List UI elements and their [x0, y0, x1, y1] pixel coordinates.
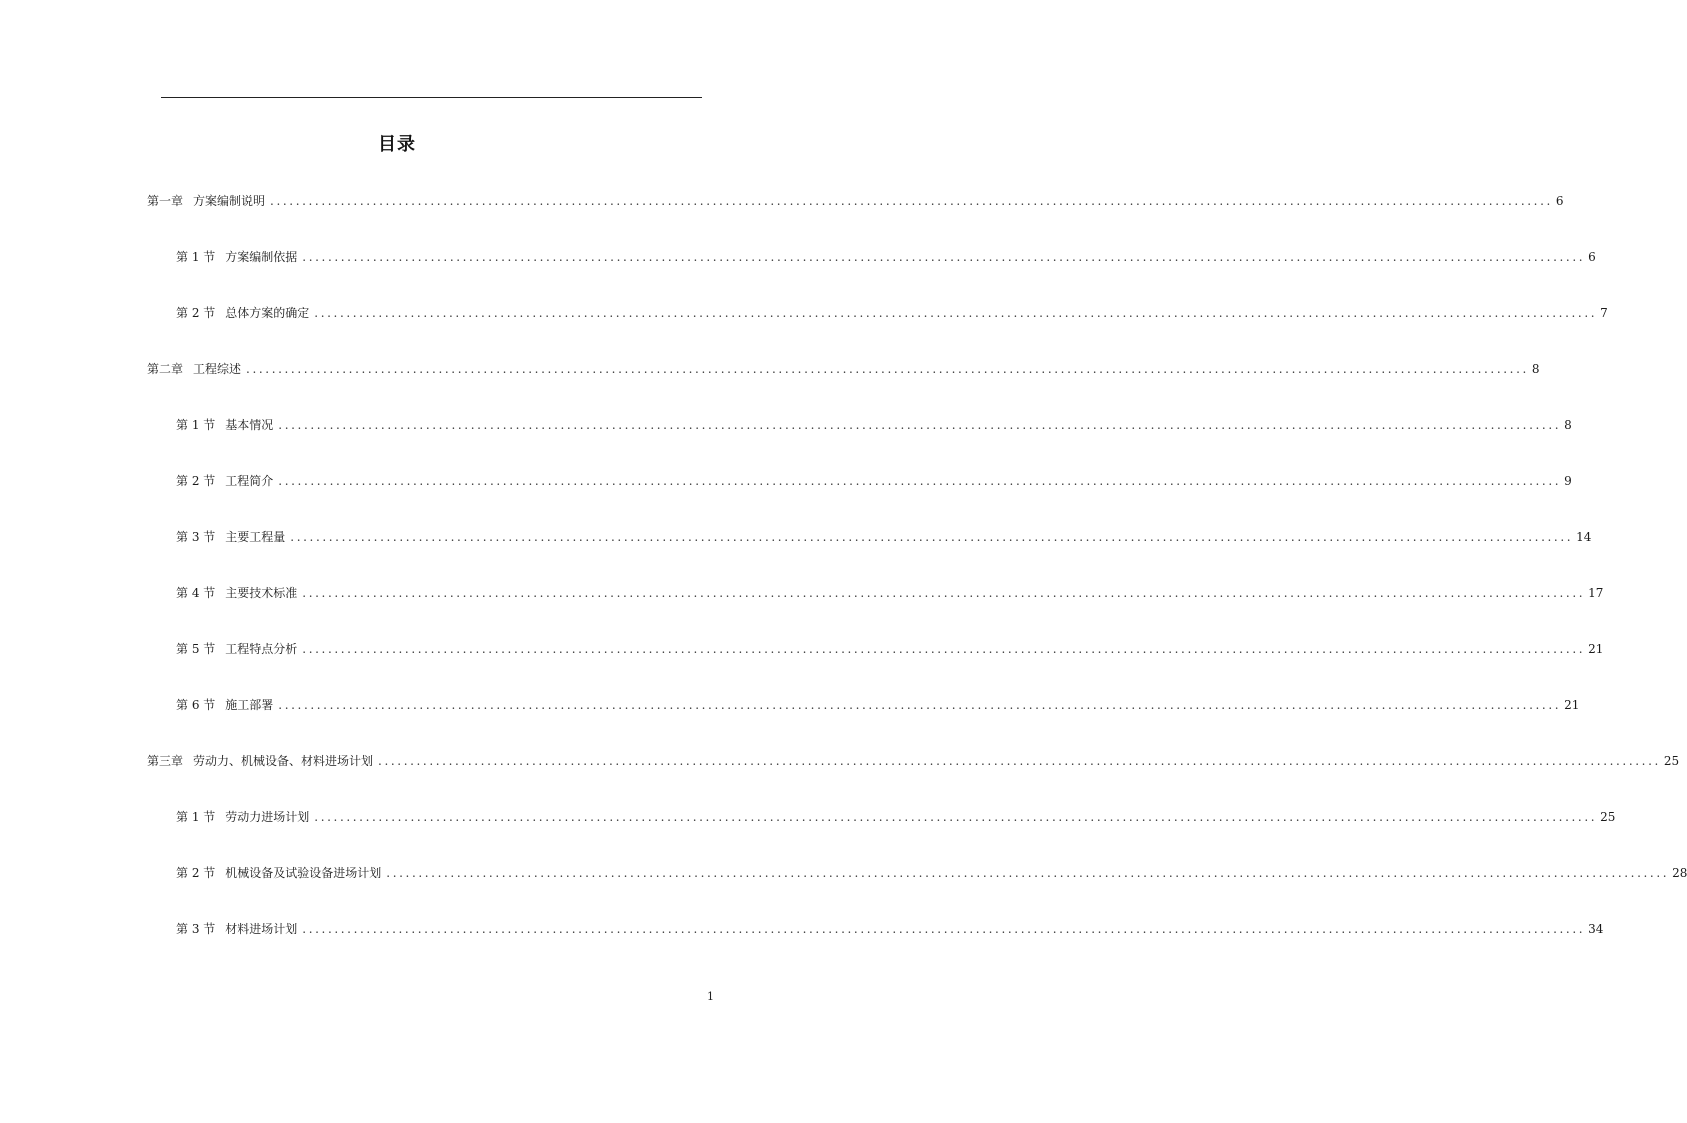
toc-entry-page: 25: [1663, 754, 1680, 768]
toc-entry-title: 劳动力进场计划: [225, 810, 310, 824]
toc-entry-number: 第 2 节: [176, 474, 216, 488]
toc-entry-title: 主要工程量: [225, 530, 286, 544]
toc-dot-leader: ........................................................................................................................................................................................................: [386, 866, 1670, 880]
toc-entry-number: 第三章: [147, 754, 184, 768]
toc-entry-title: 基本情况: [225, 418, 274, 432]
toc-entry-page: 8: [1531, 362, 1540, 376]
toc-entry-page: 34: [1588, 922, 1604, 936]
toc-title: 目录: [378, 134, 416, 155]
toc-entry-number: 第 2 节: [176, 306, 216, 320]
toc-entry-title: 劳动力、机械设备、材料进场计划: [193, 754, 374, 768]
toc-dot-leader: ........................................................................................................................................................................................................: [270, 194, 1553, 208]
toc-dot-leader: ........................................................................................................................................................................................................: [278, 698, 1562, 712]
toc-entry-title: 工程简介: [225, 474, 274, 488]
toc-entry[interactable]: [176, 695, 1580, 715]
toc-entry-number: 第 4 节: [176, 586, 216, 600]
toc-entry-number: 第 3 节: [176, 530, 216, 544]
toc-entry-number: 第 3 节: [176, 922, 216, 936]
toc-entry-page: 6: [1588, 250, 1596, 264]
toc-entry-title: 材料进场计划: [225, 922, 298, 936]
toc-entry-number: 第 2 节: [176, 866, 216, 880]
toc-entry[interactable]: [147, 751, 1680, 771]
toc-entry[interactable]: [176, 527, 1592, 547]
toc-dot-leader: ........................................................................................................................................................................................................: [314, 306, 1598, 320]
toc-entry-title: 机械设备及试验设备进场计划: [225, 866, 382, 880]
toc-dot-leader: ........................................................................................................................................................................................................: [278, 418, 1562, 432]
toc-entry-page: 25: [1600, 810, 1616, 824]
toc-entry[interactable]: [176, 471, 1572, 491]
toc-dot-leader: ........................................................................................................................................................................................................: [302, 250, 1586, 264]
toc-dot-leader: ........................................................................................................................................................................................................: [302, 586, 1586, 600]
toc-dot-leader: ........................................................................................................................................................................................................: [246, 362, 1529, 376]
toc-entry-number: 第 5 节: [176, 642, 216, 656]
toc-entry-page: 21: [1588, 642, 1604, 656]
toc-entry[interactable]: [176, 919, 1604, 939]
toc-dot-leader: ........................................................................................................................................................................................................: [378, 754, 1661, 768]
page-number: 1: [707, 990, 714, 1003]
toc-entry-page: 7: [1600, 306, 1608, 320]
toc-entry[interactable]: [176, 863, 1687, 883]
toc-entry-page: 14: [1576, 530, 1592, 544]
toc-entry-number: 第 1 节: [176, 810, 216, 824]
toc-entry[interactable]: [147, 359, 1540, 379]
toc-entry[interactable]: [176, 807, 1616, 827]
toc-entry[interactable]: [176, 415, 1572, 435]
toc-entry-number: 第 1 节: [176, 250, 216, 264]
toc-entry-page: 8: [1564, 418, 1572, 432]
toc-entry-title: 工程特点分析: [225, 642, 298, 656]
toc-entry-title: 总体方案的确定: [225, 306, 310, 320]
toc-dot-leader: ........................................................................................................................................................................................................: [302, 922, 1586, 936]
toc-entry-page: 6: [1555, 194, 1564, 208]
toc-entry-page: 9: [1564, 474, 1572, 488]
toc-entry-number: 第 6 节: [176, 698, 216, 712]
toc-entry-page: 21: [1564, 698, 1580, 712]
toc-entry[interactable]: [176, 639, 1604, 659]
toc-dot-leader: ........................................................................................................................................................................................................: [302, 642, 1586, 656]
toc-entry-title: 工程综述: [193, 362, 242, 376]
toc-dot-leader: ........................................................................................................................................................................................................: [314, 810, 1598, 824]
toc-entry[interactable]: [176, 583, 1604, 603]
toc-entry[interactable]: [176, 303, 1608, 323]
toc-entry-number: 第 1 节: [176, 418, 216, 432]
toc-entry-title: 方案编制说明: [193, 194, 266, 208]
toc-dot-leader: ........................................................................................................................................................................................................: [278, 474, 1562, 488]
toc-entry[interactable]: [147, 191, 1564, 211]
toc-entry-page: 17: [1588, 586, 1604, 600]
toc-entry-title: 施工部署: [225, 698, 274, 712]
toc-entry-number: 第二章: [147, 362, 184, 376]
toc-entry-page: 28: [1672, 866, 1687, 880]
toc-dot-leader: ........................................................................................................................................................................................................: [290, 530, 1574, 544]
toc-entry-title: 方案编制依据: [225, 250, 298, 264]
toc-entry[interactable]: [176, 247, 1596, 267]
toc-entry-title: 主要技术标准: [225, 586, 298, 600]
toc-entry-number: 第一章: [147, 194, 184, 208]
